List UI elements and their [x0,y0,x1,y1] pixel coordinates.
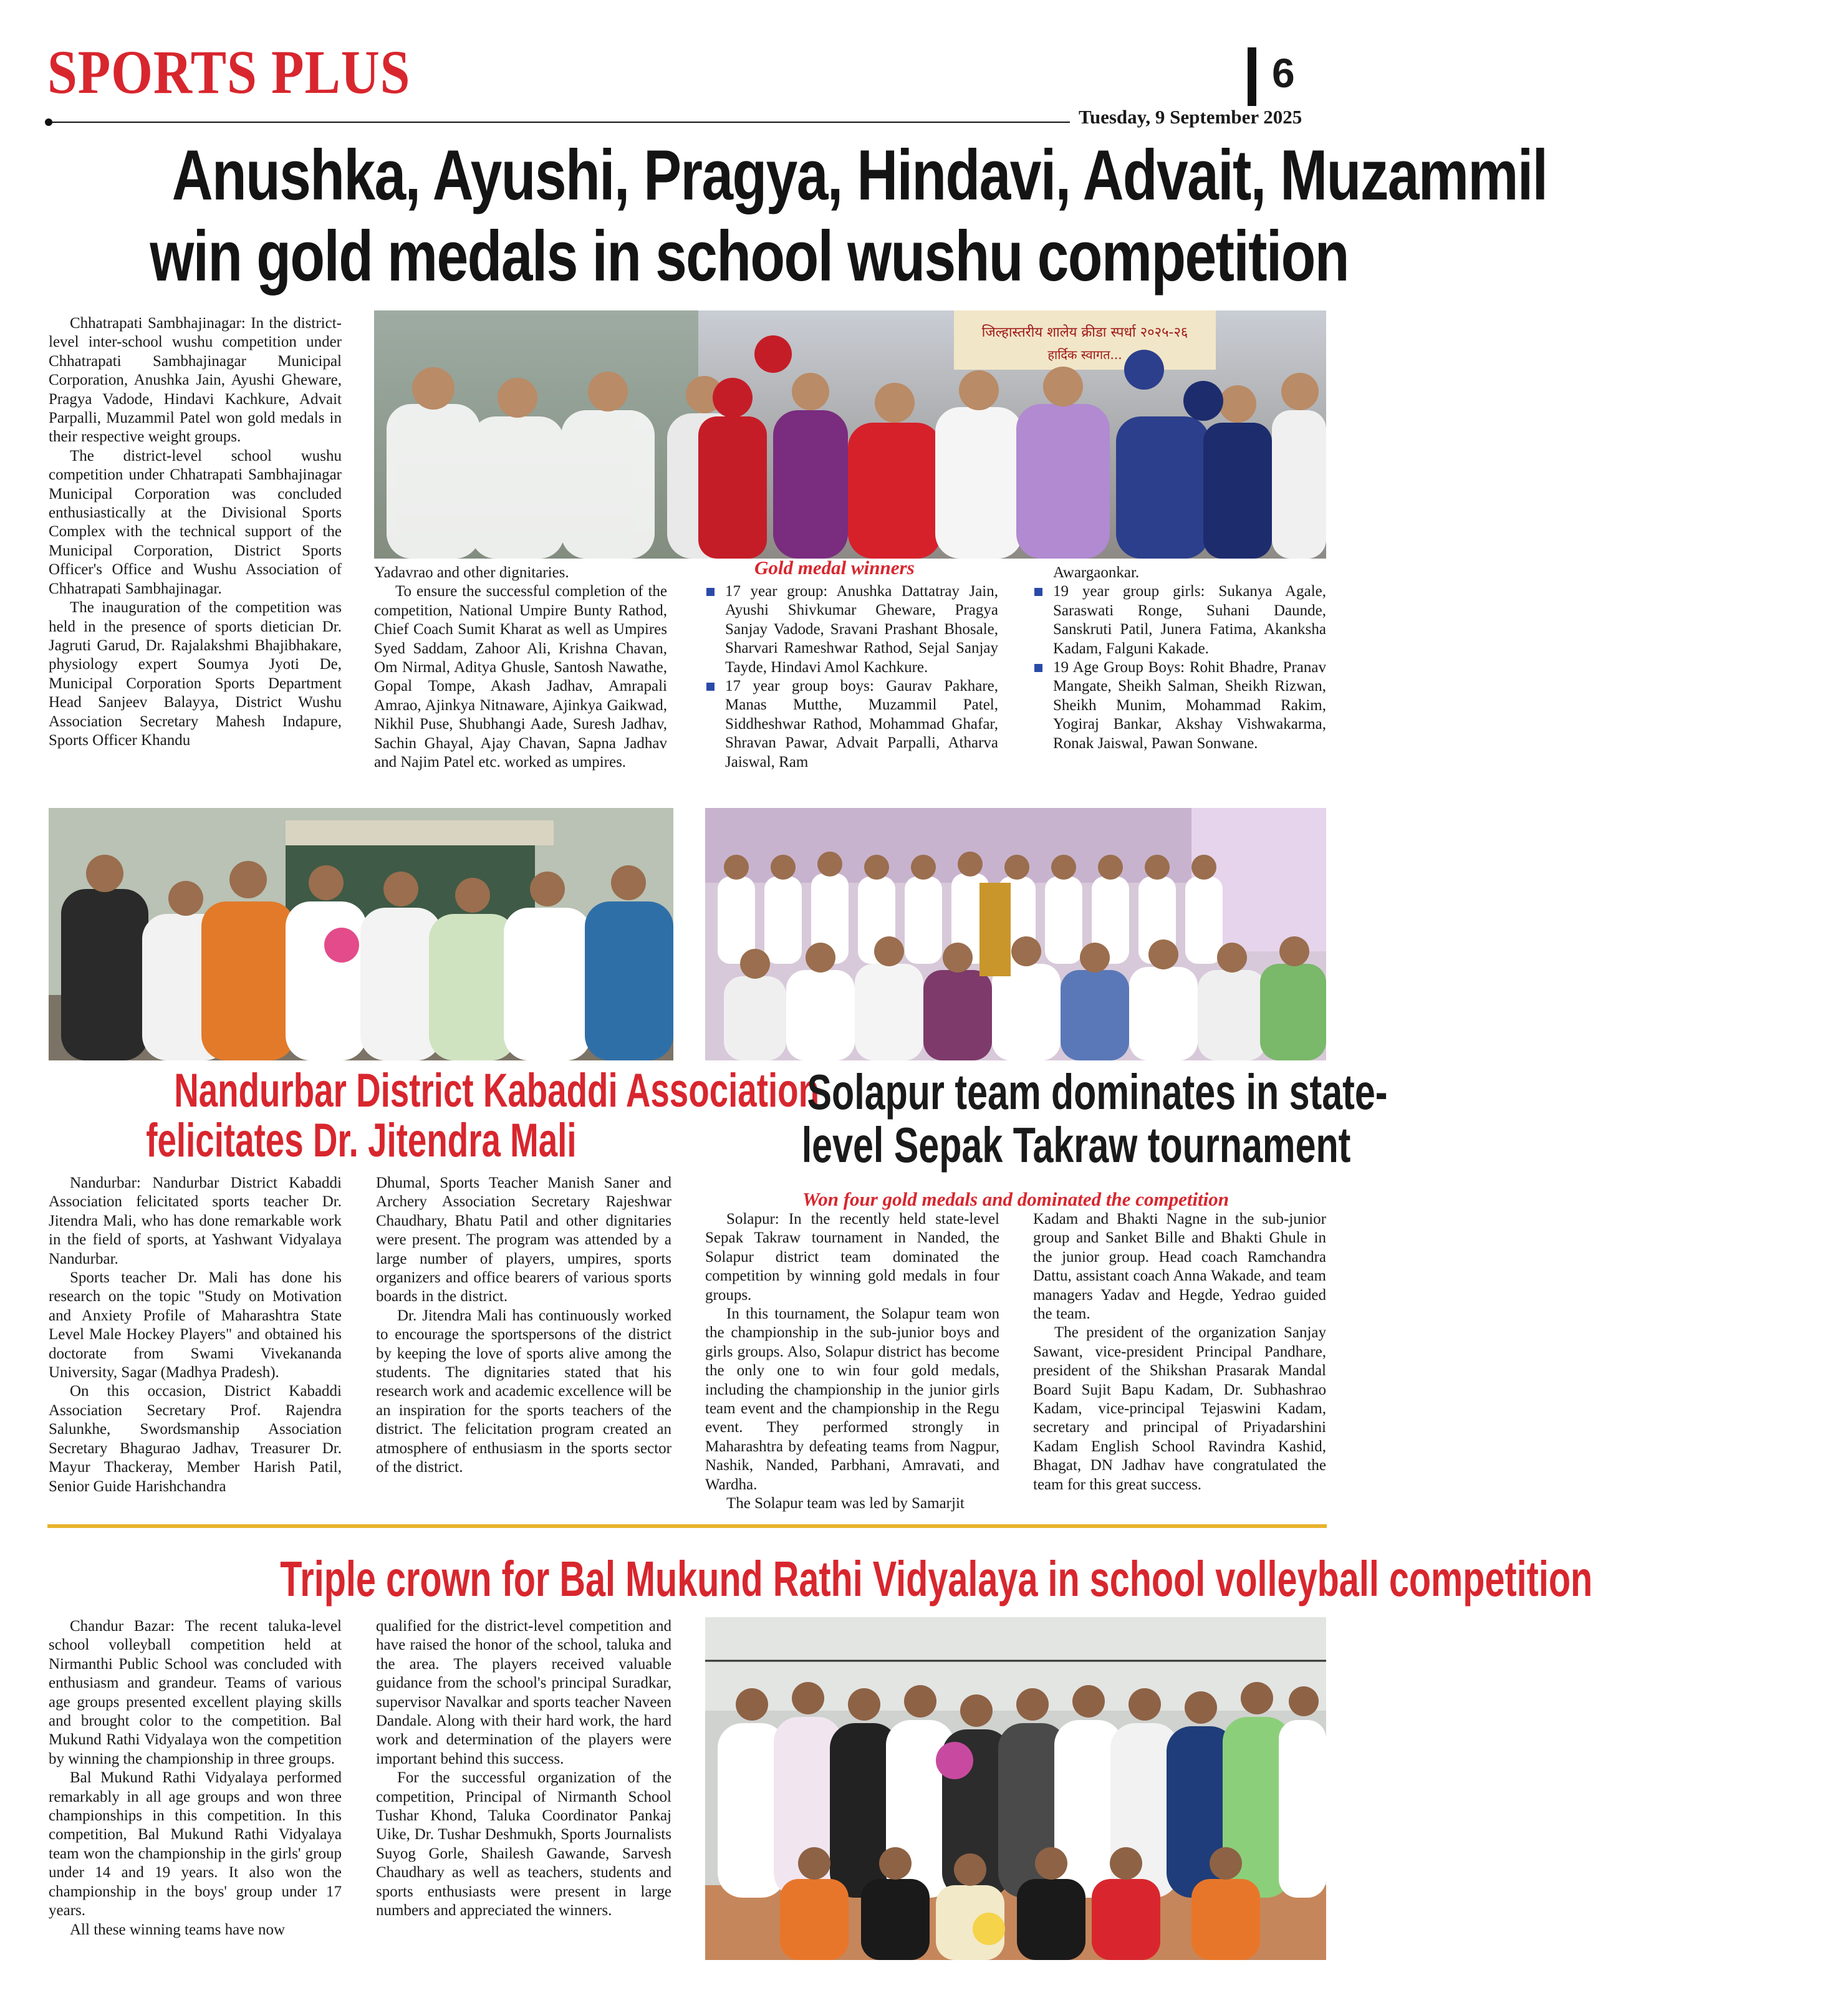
svg-text:जिल्हास्तरीय शालेय क्रीडा स्पर: जिल्हास्तरीय शालेय क्रीडा स्पर्धा २०२५-२६ [981,325,1188,340]
story4-paragraph: For the successful organization of the competition, Principal of Nirmanth School Tushar Khond, Taluka Coordinator Pankaj Uike, Dr. Tushar Deshmukh, Sports Journalists Suyog Gorle, Shailesh Gawande, Sarvesh Chaudhary as well as teachers, students and sports enthusiasts were present in large numbers and appreciated the winners. [376,1769,671,1919]
winners-column-1 [705,582,998,772]
story1-paragraph: Chhatrapati Sambhajinagar: In the district-level inter-school wushu competition under Chhatrapati Sambhajinagar Municipal Corporation, Anushka Jain, Ayushi Gheware, Pragya Vadode, Hindavi Kachkure, Advait Parpalli, Muzammil Patel won gold medals in their respective weight groups. [49,315,342,446]
issue-date: Tuesday, 9 September 2025 [1079,106,1302,128]
masthead-rule [47,122,1070,123]
story1-paragraph: The district-level school wushu competition under Chhatrapati Sambhajinagar Municipal Corporation was concluded enthusiastically at the Divisional Sports Complex with the technical support of the Municipal Corporation, District Sports Officer's Office and Wushu Association of Chhatrapati Sambhajinagar. [49,447,342,597]
page-number-bar [1248,47,1256,106]
story2-paragraph: Dr. Jitendra Mali has continuously worked to encourage the sportspersons of the district by keeping the love of sports alive among the students. The dignitaries stated that his research work and academic excellence will be an inspiration for the sports teachers of the district. The felicitation program created an atmosphere of enthusiasm in the sports sector of the district. [376,1307,671,1476]
story3-column-1 [705,1210,999,1514]
story2-column-2 [376,1174,671,1477]
story1-column-1 [49,314,342,750]
story4-paragraph: qualified for the district-level competition and have raised the honor of the school, taluka and the area. The players received valuable guidance from the school's principal Suradkar, supervisor Navalkar and sports teacher Naveen Dandale. Along with their hard work, the hard work and determination of the players were important behind this success. [376,1618,671,1767]
story2-paragraph: Sports teacher Dr. Mali has done his research on the topic "Study on Motivation and Anxiety Profile of Maharashtra State Level Male Hockey Players" and obtained his doctorate from Swami Vivekananda University, Sagar (Madhya Pradesh). [49,1269,342,1381]
story3-headline-line2: level Sepak Takraw tournament [801,1117,1351,1173]
story3-column-2 [1033,1210,1326,1494]
story2-headline-line2: felicitates Dr. Jitendra Mali [145,1114,577,1167]
story4-column-1 [49,1617,342,1939]
story3-subhead: Won four gold medals and dominated the competition [802,1188,1230,1210]
wushu-winners-photo [374,310,1326,559]
section-title: SPORTS PLUS [47,37,411,107]
story4-paragraph: Chandur Bazar: The recent taluka-level school volleyball competition held at Nirmanthi Public School was concluded with enthusiasm and grandeur. Teams of various age groups presented excellent playing skills and brought color to the competition. Bal Mukund Rathi Vidyalaya won the competition by winning the championship in three groups. [49,1618,342,1767]
story1-headline-line2: win gold medals in school wushu competition [150,217,1349,296]
story2-paragraph: Nandurbar: Nandurbar District Kabaddi Association felicitated sports teacher Dr. Jitendra Mali, who has done remarkable work in the field of sports, at Yashwant Vidyalaya Nandurbar. [49,1175,342,1267]
story2-paragraph: On this occasion, District Kabaddi Association Secretary Prof. Rajendra Salunkhe, Swordsmanship Association Secretary Bhagurao Jadhav, Treasurer Dr. Mayur Thackeray, Member Harish Patil, Senior Guide Harishchandra [49,1383,342,1495]
page-number: 6 [1272,50,1295,96]
section-divider [47,1524,1327,1528]
svg-text:हार्दिक स्वागत...: हार्दिक स्वागत... [1047,347,1122,362]
story2-headline-line1: Nandurbar District Kabaddi Association [174,1064,820,1117]
story3-paragraph: The Solapur team was led by Samarjit [726,1495,965,1512]
sepak-takraw-team-photo [705,808,1326,1060]
story4-paragraph: Bal Mukund Rathi Vidyalaya performed remarkably in all age groups and won three championships in this competition. In this competition, Bal Mukund Rathi Vidyalaya team won the championship in the girls' group under 14 and 19 years. It also won the championship in the boys' group under 17 years. [49,1769,342,1919]
winners-continuation: Awargaonkar. [1053,564,1140,581]
story1-column-2 [374,564,667,772]
winners-list-item: 17 year group: Anushka Dattatray Jain, Ayushi Shivkumar Gheware, Pragya Sanjay Vadode, Sravani Prashant Bhosale, Sharvari Rameshwar Rathod, Sejal Sanjay Tayde, Hindavi Amol Kachkure. [705,582,998,677]
story4-column-2 [376,1617,671,1921]
volleyball-team-photo [705,1617,1326,1960]
story3-paragraph: The president of the organization Sanjay Sawant, vice-president Principal Pandhare, president of the Shikshan Prasarak Mandal Board Sujit Bapu Kadam, Dr. Subhashrao Kadam, vice-principal Tejaswini Kadam, secretary and principal of Priyadarshini Kadam English School Ravindra Kashid, Bhagat, DN Jadhav have congratulated the team for this great success. [1033,1324,1326,1493]
story2-column-1 [49,1174,342,1496]
story3-paragraph: In this tournament, the Solapur team won the championship in the sub-junior boys and girls groups. Also, Solapur district has become the only one to win four gold medals, including the championship in the junior girls team event and the championship in the Regu event. They performed strongly in Maharashtra by defeating teams from Nagpur, Nashik, Nanded, Parbhani, Amravati, and Wardha. [705,1305,999,1493]
story1-paragraph: To ensure the successful completion of the competition, National Umpire Bunty Rathod, Chief Coach Sumit Kharat as well as Umpires Syed Saddam, Zahoor Ali, Krishna Chavan, Om Nirmal, Aditya Ghusle, Santosh Nawathe, Gopal Tompe, Akash Jadhav, Amrapali Amrao, Ajinkya Nitnaware, Ajinkya Gaikwad, Nikhil Puse, Shubhangi Aade, Suresh Jadhav, Sachin Ghayal, Ajay Chavan, Sapna Jadhav and Najim Patel etc. worked as umpires. [374,583,667,771]
story3-paragraph: Solapur: In the recently held state-level Sepak Takraw tournament in Nanded, the Solapur district team dominated the competition by winning gold medals in four groups. [705,1211,999,1304]
winners-column-2 [1033,564,1326,753]
story1-paragraph: The inauguration of the competition was held in the presence of sports dietician Dr. Jagruti Garud, Dr. Rajalakshmi Bhajibhakare, physiology expert Soumya Jyoti De, Municipal Corporation Sports Department Head Sanjeev Balayya, District Wushu Association Secretary Mahesh Indapure, Sports Officer Khandu [49,599,342,749]
winners-list-item: 17 year group boys: Gaurav Pakhare, Manas Mutthe, Muzammil Patel, Siddheshwar Rathod, Mohammad Ghafar, Shravan Pawar, Advait Parpalli, Atharva Jaiswal, Ram [705,677,998,772]
winners-list-item: 19 year group girls: Sukanya Agale, Saraswati Ronge, Suhani Daunde, Sanskruti Patil, Junera Fatima, Akanksha Kadam, Falguni Kakade. [1033,582,1326,658]
story1-paragraph: Yadavrao and other dignitaries. [374,564,569,581]
story3-headline-line1: Solapur team dominates in state- [807,1064,1388,1120]
kabaddi-felicitation-photo [49,808,673,1060]
story3-paragraph: Kadam and Bhakti Nagne in the sub-junior group and Sanket Bille and Bhakti Ghule in the junior group. Head coach Ramchandra Dattu, assistant coach Anna Wakade, and team managers Yadav and Hegde, Yedrao guided the team. [1033,1211,1326,1323]
gold-medal-caption: Gold medal winners [754,557,915,579]
story1-headline-line1: Anushka, Ayushi, Pragya, Hindavi, Advait, Muzammil [171,136,1547,215]
story2-paragraph: Dhumal, Sports Teacher Manish Saner and Archery Association Secretary Rajeshwar Chaudhary, Bhatu Patil and other dignitaries were present. The program was attended by a large number of players, umpires, sports organizers and office bearers of various sports boards in the district. [376,1175,671,1305]
story4-paragraph: All these winning teams have now [70,1921,286,1938]
story4-headline: Triple crown for Bal Mukund Rathi Vidyalaya in school volleyball competition [280,1551,1593,1607]
winners-list-item: 19 Age Group Boys: Rohit Bhadre, Pranav Mangate, Sheikh Salman, Sheikh Rizwan, Sheikh Munim, Mohammad Rakim, Yogiraj Bankar, Akshay Vishwakarma, Ronak Jaiswal, Pawan Sonwane. [1033,658,1326,753]
